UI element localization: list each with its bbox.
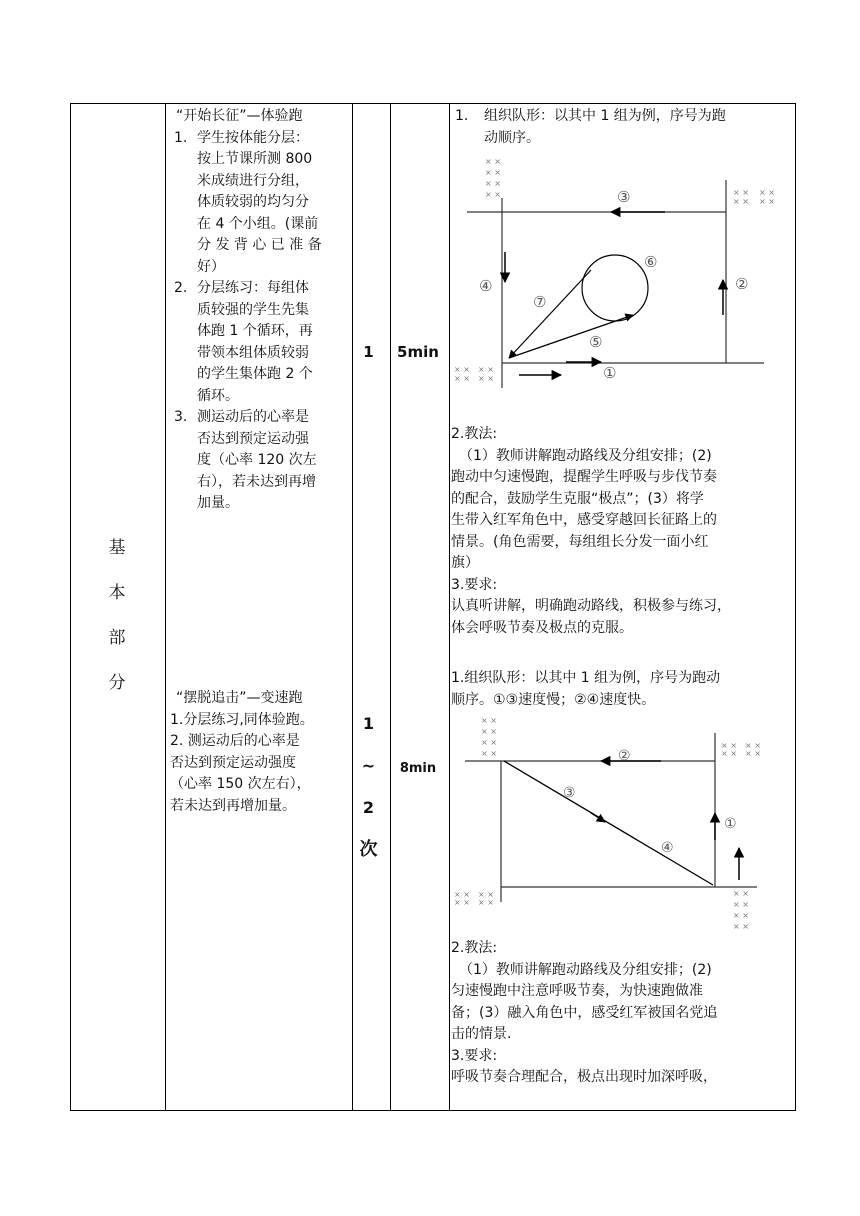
duration-cell: [391, 104, 450, 1111]
times-part: 2: [362, 798, 375, 817]
student-marker-group-top-right: [721, 741, 761, 758]
step-line: 循环。: [197, 387, 239, 404]
svg-text:× ×: × ×: [454, 890, 470, 899]
svg-text:× ×: × ×: [454, 365, 470, 374]
activity1-organization: [451, 106, 785, 149]
section-char: 基: [108, 538, 126, 558]
route-label-2: ②: [735, 275, 749, 293]
route-label-3: ③: [617, 188, 631, 206]
activity1-step: [170, 278, 348, 407]
student-marker-group-bottom-right: [733, 889, 749, 931]
svg-text:× ×: × ×: [485, 190, 501, 199]
requirement-title: 3.要求:: [451, 576, 498, 593]
method-line: 生带入红军角色中，感受穿越回长征路上的: [451, 512, 717, 528]
route-arrow-7: [509, 270, 591, 358]
step-line: 分 发 背 心 已 准 备: [197, 237, 322, 253]
svg-text:× ×: × ×: [481, 727, 497, 736]
step-line: 质较强的学生先集: [197, 301, 309, 318]
route-label-1: ①: [603, 364, 617, 382]
step-line: 加量。: [197, 495, 239, 511]
route-label-1: ①: [724, 816, 737, 832]
route-label-7: ⑦: [533, 293, 547, 311]
route-label-2: ②: [618, 748, 631, 764]
method-line: 匀速慢跑中注意呼吸节奏，为快速跑做准: [451, 983, 703, 999]
activity1-step: [170, 128, 348, 279]
svg-text:× ×: × ×: [478, 890, 494, 899]
requirement-line: 认真听讲解，明确跑动路线，积极参与练习，: [451, 598, 731, 614]
method-line: （1）教师讲解跑动路线及分组安排；(2): [459, 961, 712, 978]
step-line: 按上节课所测 800: [197, 151, 313, 167]
route-diagram-2: [451, 715, 785, 935]
section-char: 分: [108, 673, 126, 693]
loop-circle: [582, 255, 648, 321]
step-line: 米成绩进行分组，: [197, 172, 309, 189]
instruction-line: 顺序。①③速度慢；②④速度快。: [451, 691, 656, 708]
svg-text:× ×: × ×: [478, 374, 494, 383]
svg-text:× ×: × ×: [759, 197, 775, 206]
method-title: 2.教法:: [451, 426, 498, 442]
route-arrow-3: [591, 813, 605, 822]
svg-text:× ×: × ×: [745, 749, 761, 758]
svg-text:× ×: × ×: [733, 922, 749, 931]
activity2-times: [350, 703, 387, 871]
student-marker-group-bottom-left: [454, 365, 494, 383]
activity1-step: [170, 407, 348, 515]
step-number: 2.: [174, 280, 188, 296]
requirement-line: 呼吸节奏合理配合，极点出现时加深呼吸，: [451, 1069, 717, 1085]
step-line: 否达到预定运动强: [197, 430, 309, 447]
svg-text:× ×: × ×: [481, 716, 497, 725]
route-label-3: ③: [563, 785, 576, 801]
activity2-organization: [451, 668, 785, 711]
svg-text:× ×: × ×: [485, 179, 501, 188]
requirement-line: 体会呼吸节奏及极点的克服。: [451, 619, 633, 636]
svg-text:× ×: × ×: [733, 188, 749, 197]
step-line: 的学生集体跑 2 个: [197, 366, 313, 382]
student-marker-group-top-left: [481, 716, 497, 758]
step-line: 在 4 个小组。(课前: [197, 215, 319, 232]
route-label-4: ④: [479, 277, 493, 295]
step-line: 体质较弱的均匀分: [197, 194, 309, 210]
section-char: 部: [108, 628, 126, 648]
svg-text:× ×: × ×: [454, 898, 470, 907]
activity1-method-block: [451, 424, 785, 639]
method-line: 的配合，鼓励学生克服“极点”；(3）将学: [451, 490, 704, 507]
svg-text:× ×: × ×: [721, 749, 737, 758]
svg-text:× ×: × ×: [485, 168, 501, 177]
method-line: 跑动中匀速慢跑，提醒学生呼吸与步伐节奏: [451, 469, 717, 485]
student-marker-group-top-right: [733, 188, 775, 206]
svg-text:× ×: × ×: [745, 741, 761, 750]
svg-text:× ×: × ×: [733, 197, 749, 206]
step-line: 带领本组体质较弱: [197, 344, 309, 361]
svg-text:× ×: × ×: [721, 741, 737, 750]
route-diagram-1: [451, 150, 785, 390]
method-line: 备；(3）融入角色中，感受红军被国名党追: [451, 1004, 718, 1021]
method-title: 2.教法:: [451, 940, 498, 956]
times-part: 次: [359, 839, 378, 860]
svg-text:× ×: × ×: [733, 911, 749, 920]
activity2-line: 1.分层练习,同体验跑。: [170, 711, 314, 728]
step-line: 测运动后的心率是: [197, 409, 309, 425]
method-line: 击的情景.: [451, 1026, 512, 1042]
svg-text:× ×: × ×: [759, 188, 775, 197]
activity2-line: （心率 150 次左右），: [170, 776, 311, 792]
section-char: 本: [108, 583, 126, 603]
times-part: ~: [361, 756, 376, 775]
activity1-steps: [170, 128, 348, 515]
route-label-4: ④: [661, 840, 674, 856]
instruction-number: 1.: [455, 108, 469, 124]
route-label-6: ⑥: [644, 253, 658, 271]
times-part: 1: [362, 714, 375, 733]
instruction-line: 1.组织队形：以其中 1 组为例，序号为跑动: [451, 670, 721, 686]
method-line: 情景。(角色需要，每组组长分发一面小红: [451, 533, 709, 550]
step-line: 体跑 1 个循环，再: [197, 323, 313, 339]
activity1-times: 1: [363, 343, 374, 361]
activity1-content: [170, 106, 348, 515]
svg-text:× ×: × ×: [733, 889, 749, 898]
activity2-title: “摆脱追击”—变速跑: [176, 690, 303, 706]
step-line: 右），若未达到再增: [197, 473, 316, 490]
route-diagonal: [504, 761, 713, 885]
activity2-method-block: [451, 938, 785, 1089]
step-line: 好）: [197, 258, 225, 275]
step-number: 3.: [174, 409, 188, 425]
activity2-line: 否达到预定运动强度: [170, 754, 296, 771]
step-line: 分层练习：每组体: [197, 280, 309, 296]
svg-text:× ×: × ×: [478, 898, 494, 907]
svg-text:× ×: × ×: [481, 749, 497, 758]
requirement-title: 3.要求:: [451, 1047, 498, 1064]
activity1-duration: 5min: [397, 343, 439, 361]
activity2-line: 2. 测运动后的心率是: [170, 733, 300, 749]
svg-text:× ×: × ×: [481, 738, 497, 747]
svg-text:× ×: × ×: [485, 157, 501, 166]
svg-text:× ×: × ×: [733, 900, 749, 909]
method-line: （1）教师讲解跑动路线及分组安排；(2): [459, 447, 712, 464]
svg-text:× ×: × ×: [454, 374, 470, 383]
route-label-5: ⑤: [589, 333, 603, 351]
method-line: 旗）: [451, 555, 479, 571]
activity2-duration: 8min: [399, 761, 437, 776]
step-line: 学生按体能分层：: [197, 129, 309, 146]
svg-text:× ×: × ×: [478, 365, 494, 374]
student-marker-group-top-left: [485, 157, 501, 199]
instruction-line: 组织队形：以其中 1 组为例，序号为跑: [484, 108, 726, 124]
step-number: 1.: [174, 129, 188, 146]
formation-instruction: [451, 106, 785, 149]
times-cell: [353, 104, 391, 1111]
section-label: [70, 526, 164, 706]
step-line: 度（心率 120 次左: [197, 452, 317, 468]
activity2-content: [170, 688, 348, 817]
student-marker-group-bottom-left: [454, 890, 494, 907]
activity1-title: “开始长征”—体验跑: [176, 108, 303, 124]
activity2-line: 若未达到再增加量。: [170, 797, 296, 814]
instruction-line: 动顺序。: [484, 129, 540, 146]
